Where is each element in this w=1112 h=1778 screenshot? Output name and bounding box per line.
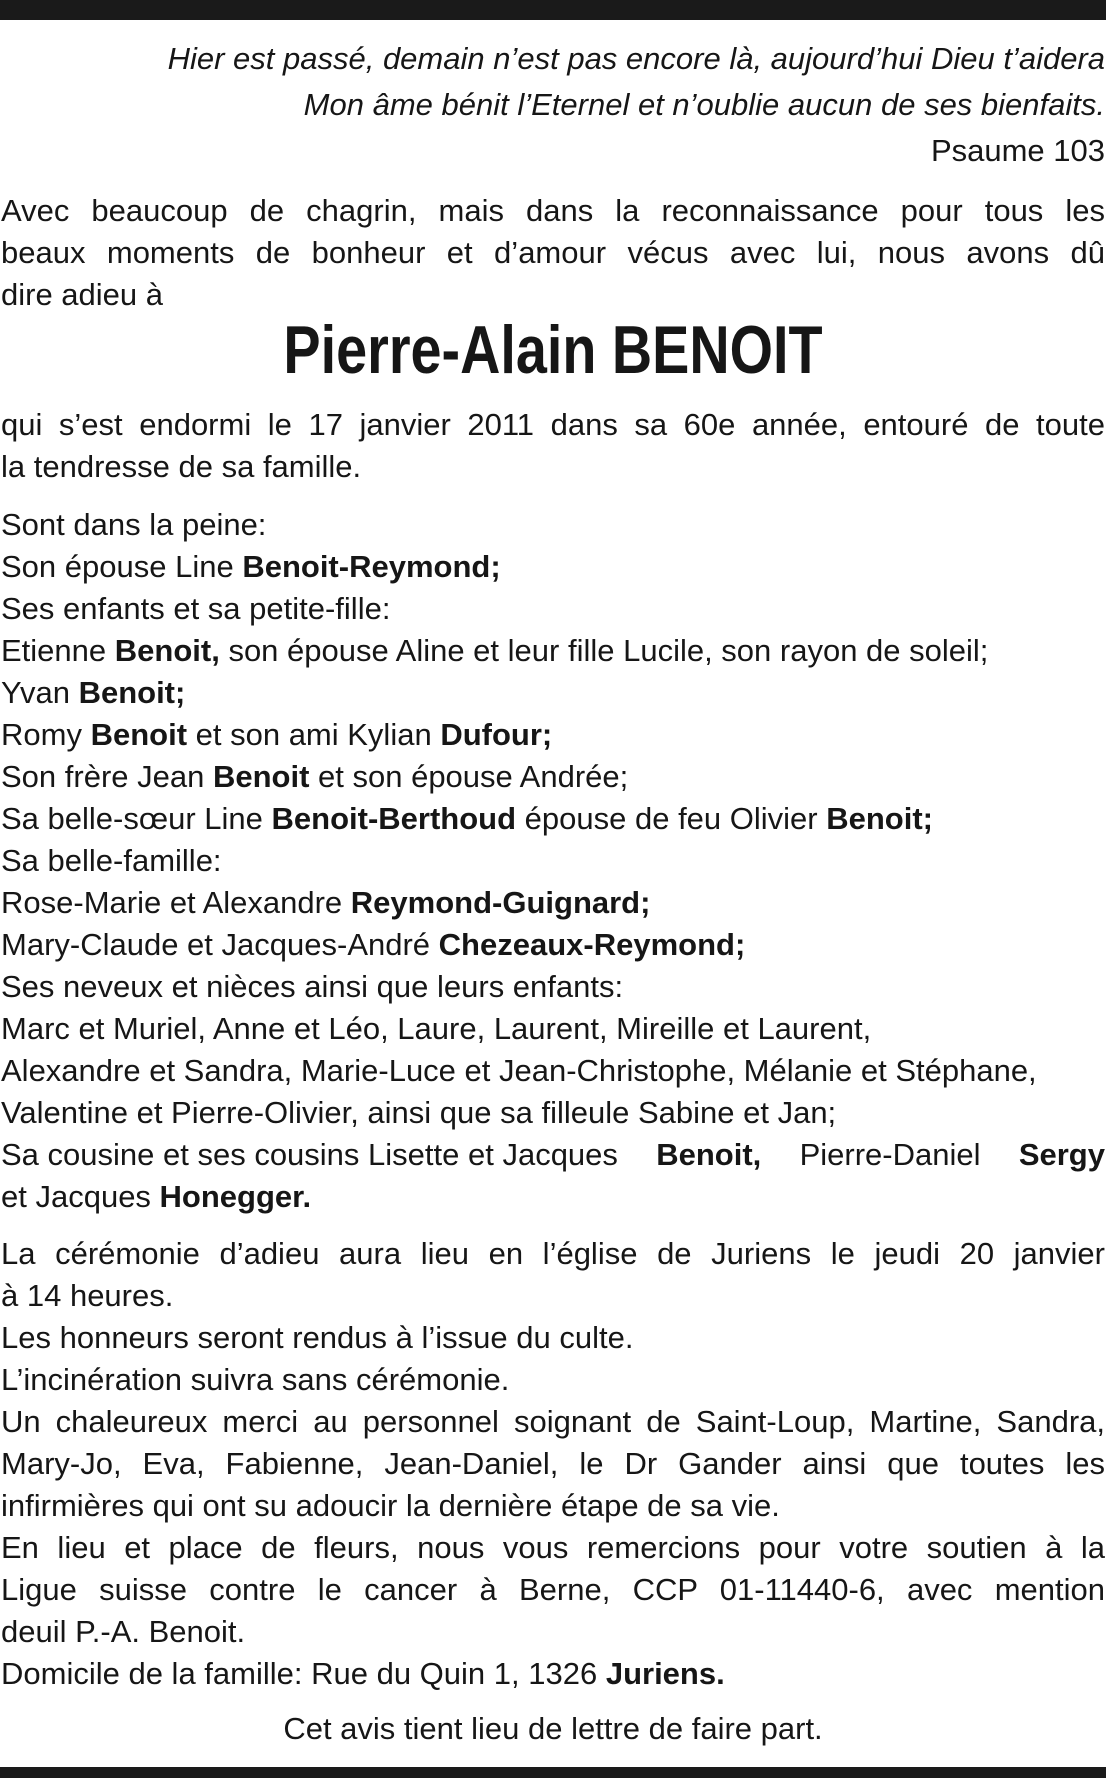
intro-paragraph — [1, 190, 1105, 316]
bold-name: Sergy — [1018, 1137, 1105, 1172]
family-line — [1, 672, 1105, 714]
text-segment: Alexandre et Sandra, Marie-Luce et Jean-Christophe, Mélanie et Stéphane, — [1, 1053, 1037, 1088]
family-line — [1, 1008, 1105, 1050]
text-line: infirmières qui ont su adoucir la dernière étape de sa vie. — [1, 1488, 780, 1523]
bold-name: Dufour; — [440, 717, 553, 752]
text-line: Un chaleureux merci au personnel soignant de Saint-Loup, Martine, Sandra, — [1, 1404, 1105, 1439]
text-segment: Etienne — [1, 633, 115, 668]
family-address — [1, 1653, 1105, 1695]
family-line — [1, 714, 1105, 756]
text-segment: Domicile de la famille: Rue du Quin 1, 1326 — [1, 1656, 606, 1691]
family-line — [1, 630, 1105, 672]
text-segment: Romy — [1, 717, 91, 752]
text-line: Ligue suisse contre le cancer à Berne, CCP 01-11440-6, avec mention — [1, 1572, 1105, 1607]
closing-note — [1, 1708, 1105, 1750]
bold-name: Benoit-Reymond; — [242, 549, 501, 584]
text-line: deuil P.-A. Benoit. — [1, 1614, 246, 1649]
text-segment: et son épouse Andrée; — [309, 759, 629, 794]
text-segment: Sa cousine et ses cousins Lisette et Jacques — [1, 1137, 618, 1172]
epigraph-line: Hier est passé, demain n’est pas encore là, aujourd’hui Dieu t’aidera — [167, 41, 1105, 76]
death-paragraph — [1, 404, 1105, 488]
bottom-rule — [0, 1767, 1106, 1778]
text-line: Les honneurs seront rendus à l’issue du culte. — [1, 1320, 634, 1355]
text-segment: Pierre-Daniel — [799, 1137, 981, 1172]
epigraph-source: Psaume 103 — [930, 133, 1105, 168]
text-segment: Rose-Marie et Alexandre — [1, 885, 351, 920]
text-segment: Yvan — [1, 675, 79, 710]
text-segment: et son ami Kylian — [187, 717, 441, 752]
text-line: Avec beaucoup de chagrin, mais dans la reconnaissance pour tous les — [1, 193, 1105, 228]
text-line: L’incinération suivra sans cérémonie. — [1, 1362, 510, 1397]
family-line — [1, 1134, 1105, 1176]
text-segment: Ses neveux et nièces ainsi que leurs enfants: — [1, 969, 624, 1004]
ceremony-paragraph — [1, 1233, 1105, 1695]
family-list — [1, 504, 1105, 1218]
family-line — [1, 924, 1105, 966]
text-line: La cérémonie d’adieu aura lieu en l’église de Juriens le jeudi 20 janvier — [1, 1236, 1105, 1271]
family-line — [1, 504, 1105, 546]
closing-text: Cet avis tient lieu de lettre de faire part. — [283, 1711, 823, 1746]
bold-name: Juriens. — [605, 1656, 725, 1691]
family-line — [1, 546, 1105, 588]
text-segment: Ses enfants et sa petite-fille: — [1, 591, 391, 626]
text-segment: épouse de feu Olivier — [516, 801, 827, 836]
family-line — [1, 1050, 1105, 1092]
text-line: qui s’est endormi le 17 janvier 2011 dans sa 60e année, entouré de toute — [1, 407, 1105, 442]
text-segment: Sont dans la peine: — [1, 507, 267, 542]
family-line — [1, 1176, 1105, 1218]
text-segment: Mary-Claude et Jacques-André — [1, 927, 439, 962]
family-line — [1, 840, 1105, 882]
text-line: Mary-Jo, Eva, Fabienne, Jean-Daniel, le Dr Gander ainsi que toutes les — [1, 1446, 1105, 1481]
bold-name: Benoit, — [114, 633, 220, 668]
text-segment: Son frère Jean — [1, 759, 213, 794]
text-line: la tendresse de sa famille. — [1, 449, 362, 484]
text-segment: Marc et Muriel, Anne et Léo, Laure, Laurent, Mireille et Laurent, — [1, 1011, 872, 1046]
family-line — [1, 1092, 1105, 1134]
bold-name: Benoit; — [78, 675, 186, 710]
text-segment: Son épouse Line — [1, 549, 243, 584]
family-line — [1, 798, 1105, 840]
text-line: dire adieu à — [1, 277, 164, 312]
text-line: En lieu et place de fleurs, nous vous remercions pour votre soutien à la — [1, 1530, 1105, 1565]
family-line — [1, 882, 1105, 924]
bold-name: Honegger. — [159, 1179, 312, 1214]
family-line — [1, 588, 1105, 630]
bold-name: Benoit-Berthoud — [271, 801, 517, 836]
text-segment: son épouse Aline et leur fille Lucile, son rayon de soleil; — [219, 633, 989, 668]
bold-name: Benoit — [90, 717, 188, 752]
family-line — [1, 756, 1105, 798]
text-segment: Sa belle-famille: — [1, 843, 222, 878]
text-segment: Sa belle-sœur Line — [1, 801, 272, 836]
bold-name: Chezeaux-Reymond; — [438, 927, 746, 962]
text-segment: et Jacques — [1, 1179, 160, 1214]
bold-name: Benoit, — [656, 1137, 762, 1172]
epigraph-line: Mon âme bénit l’Eternel et n’oublie aucun de ses bienfaits. — [303, 87, 1105, 122]
bold-name: Benoit; — [826, 801, 933, 836]
family-line — [1, 966, 1105, 1008]
epigraph — [1, 36, 1105, 174]
bold-name: Reymond-Guignard; — [350, 885, 651, 920]
text-line: beaux moments de bonheur et d’amour vécus avec lui, nous avons dû — [1, 235, 1105, 270]
text-segment: Valentine et Pierre-Olivier, ainsi que sa filleule Sabine et Jan; — [1, 1095, 837, 1130]
text-line: à 14 heures. — [1, 1278, 174, 1313]
bold-name: Benoit — [212, 759, 310, 794]
deceased-name: Pierre-Alain BENOIT — [283, 312, 823, 388]
top-rule — [0, 0, 1106, 20]
